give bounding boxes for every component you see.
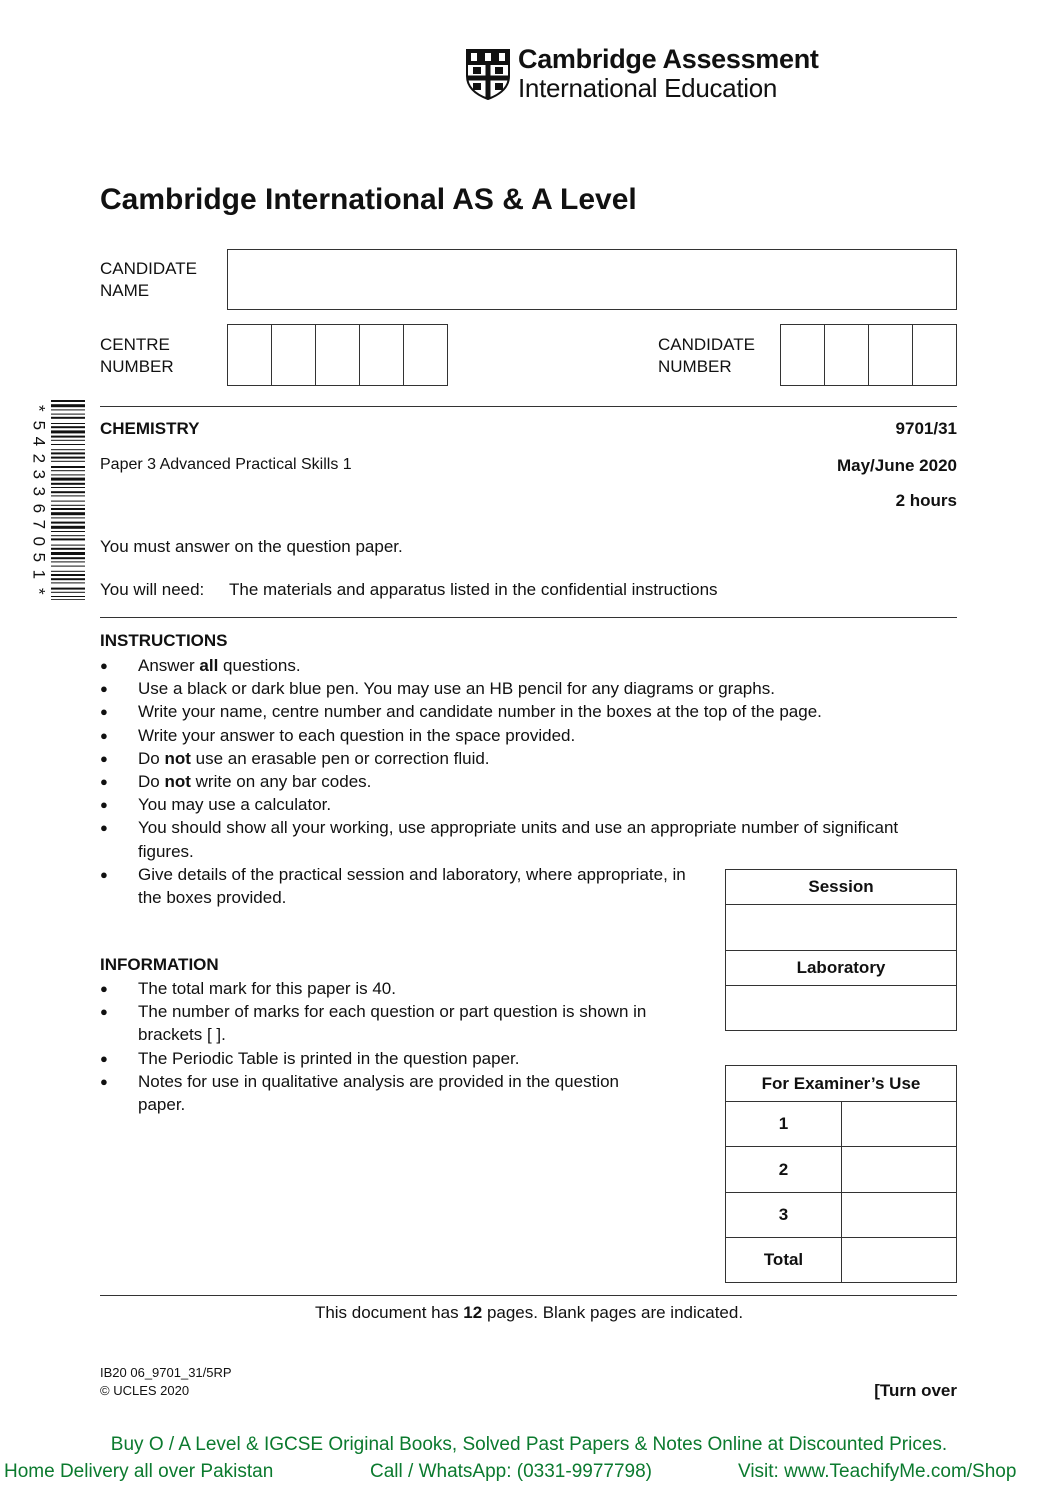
information-heading: INFORMATION: [100, 955, 219, 974]
examiner-row-label: 3: [726, 1193, 842, 1238]
paper-title: Paper 3 Advanced Practical Skills 1: [100, 456, 352, 473]
list-item: ● Write your name, centre number and candidate number in the boxes at the top of the page.: [100, 700, 940, 723]
list-item: ● Do not write on any bar codes.: [100, 770, 940, 793]
barcode-digit: 1: [29, 569, 49, 579]
barcode-digit: 5: [29, 420, 49, 430]
list-item: ● You should show all your working, use appropriate units and use an appropriate number of significant figures.: [100, 816, 940, 862]
barcode-digit: 6: [29, 503, 49, 513]
divider: [100, 1295, 957, 1296]
document-ref: IB20 06_9701_31/5RP: [100, 1365, 232, 1380]
page-title: Cambridge International AS & A Level: [100, 183, 637, 216]
barcode-digit: 7: [29, 519, 49, 530]
examiner-heading: For Examiner’s Use: [726, 1066, 957, 1102]
list-item: ● Do not use an erasable pen or correction fluid.: [100, 747, 940, 770]
centre-number-boxes[interactable]: [227, 324, 448, 386]
barcode-digit: 2: [29, 453, 49, 463]
examiner-mark-cell[interactable]: [842, 1102, 957, 1147]
examiner-mark-cell[interactable]: [842, 1193, 957, 1238]
list-item: ● Give details of the practical session and laboratory, where appropriate, in the boxes provided.: [100, 863, 698, 909]
barcode-digit: *: [29, 404, 49, 412]
advert-website-link[interactable]: Visit: www.TeachifyMe.com/Shop: [738, 1461, 1017, 1482]
laboratory-label: Laboratory: [726, 951, 957, 986]
candidate-number-label: CANDIDATE NUMBER: [658, 335, 755, 376]
logo-line-1: Cambridge Assessment: [518, 44, 819, 74]
advert-delivery: Home Delivery all over Pakistan: [4, 1461, 274, 1482]
pages-note: This document has 12 pages. Blank pages are indicated.: [314, 1303, 744, 1322]
need-label: You will need:: [100, 580, 205, 599]
examiner-row-label: 1: [726, 1102, 842, 1147]
barcode-digit: 3: [29, 486, 49, 496]
divider: [100, 617, 957, 618]
barcode-digit: *: [29, 587, 49, 595]
examiner-mark-cell[interactable]: [842, 1147, 957, 1193]
information-list: [100, 977, 660, 1116]
session-table: [725, 869, 957, 1031]
examiner-table: [725, 1065, 957, 1283]
cambridge-shield-icon: [465, 48, 511, 100]
list-item: ● Notes for use in qualitative analysis are provided in the question paper.: [100, 1070, 660, 1116]
advert-phone[interactable]: Call / WhatsApp: (0331-9977798): [370, 1461, 652, 1482]
list-item: ● The number of marks for each question or part question is shown in brackets [ ].: [100, 1000, 660, 1046]
candidate-name-box[interactable]: [227, 249, 957, 310]
duration: 2 hours: [895, 491, 957, 510]
exam-session: May/June 2020: [836, 456, 957, 475]
session-label: Session: [726, 870, 957, 905]
list-item: ● You may use a calculator.: [100, 793, 940, 816]
barcode-digit: 3: [29, 469, 49, 480]
list-item: ● The Periodic Table is printed in the question paper.: [100, 1047, 660, 1070]
barcode: [51, 400, 85, 600]
advert-line: Buy O / A Level & IGCSE Original Books, Solved Past Papers & Notes Online at Discounted Prices.: [110, 1434, 948, 1455]
session-input-cell[interactable]: [726, 905, 957, 951]
need-text: The materials and apparatus listed in the confidential instructions: [229, 580, 718, 599]
barcode-digit: 5: [29, 552, 49, 563]
list-item: ● Answer all questions.: [100, 654, 940, 677]
barcode-digits: [28, 400, 48, 599]
logo-line-2: International Education: [518, 73, 778, 103]
divider: [100, 406, 957, 407]
examiner-row-label: 2: [726, 1147, 842, 1193]
turn-over: [Turn over: [874, 1381, 957, 1400]
barcode-digit: 0: [29, 536, 49, 546]
laboratory-input-cell[interactable]: [726, 986, 957, 1031]
examiner-row-label: Total: [726, 1238, 842, 1283]
list-item: ● The total mark for this paper is 40.: [100, 977, 660, 1000]
copyright: © UCLES 2020: [100, 1383, 190, 1398]
paper-code: 9701/31: [895, 419, 957, 438]
candidate-number-boxes[interactable]: [780, 324, 957, 386]
subject: CHEMISTRY: [100, 419, 200, 438]
list-item: ● Use a black or dark blue pen. You may use an HB pencil for any diagrams or graphs.: [100, 677, 940, 700]
candidate-name-label: CANDIDATE NAME: [100, 259, 197, 300]
instructions-heading: INSTRUCTIONS: [100, 631, 228, 650]
centre-number-label: CENTRE NUMBER: [100, 335, 174, 376]
list-item: ● Write your answer to each question in the space provided.: [100, 724, 940, 747]
examiner-mark-cell[interactable]: [842, 1238, 957, 1283]
barcode-digit: 4: [29, 436, 49, 447]
answer-note: You must answer on the question paper.: [100, 537, 403, 556]
